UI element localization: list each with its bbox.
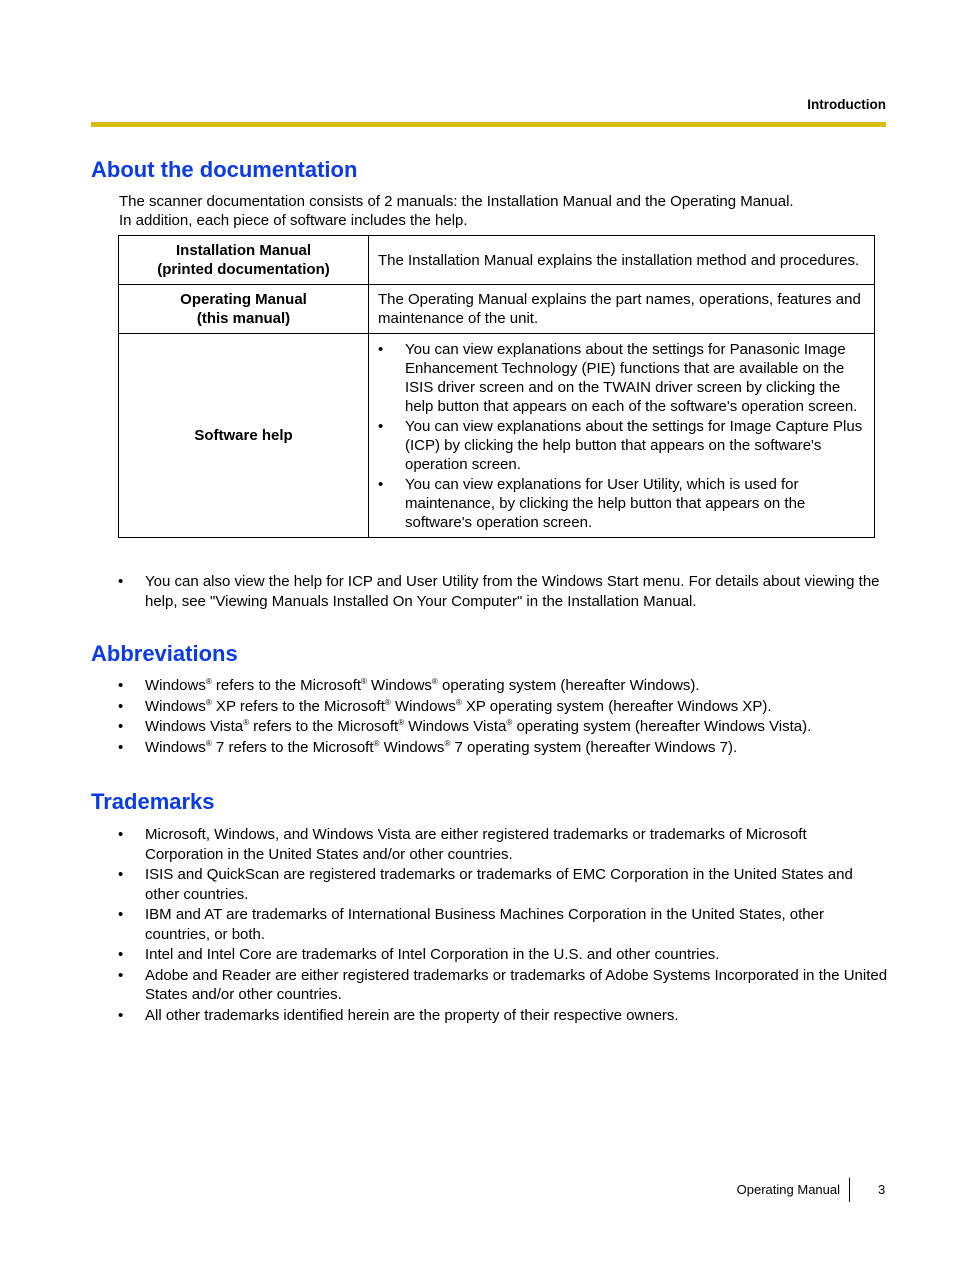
registered-mark: ® (243, 718, 249, 727)
registered-mark: ® (431, 677, 438, 686)
doc-name-note: (printed documentation) (157, 261, 330, 278)
text: XP refers to the Microsoft (211, 697, 385, 715)
table-row (119, 334, 875, 538)
registered-mark: ® (444, 738, 451, 748)
about-note-list (118, 572, 888, 612)
doc-desc-cell: The Operating Manual explains the part names, operations, features and maintenance of the unit. (369, 285, 875, 334)
list-item (118, 676, 888, 696)
list-item: • IBM and AT are trademarks of International Business Machines Corporation in the United States, other countries, or both. (118, 905, 888, 944)
text: operating system (hereafter Windows Vista). (512, 718, 812, 735)
registered-mark: ® (506, 718, 513, 727)
list-item: • You can view explanations about the settings for Panasonic Image Enhancement Technology (PIE) functions that are available on the ISIS driver screen and on the TWAIN driver screen by clicking the help button that appears on each of the software's operation screen. (378, 340, 865, 416)
footer-doc-name: Operating Manual (736, 1182, 840, 1197)
term: Windows (366, 677, 432, 694)
term: Windows (390, 697, 456, 715)
list-item (118, 738, 888, 758)
registered-mark: ® (205, 677, 212, 686)
page-footer (0, 1178, 954, 1202)
running-header: Introduction (807, 97, 886, 112)
list-item (118, 717, 888, 737)
registered-mark: ® (360, 677, 367, 686)
registered-mark: ® (373, 738, 380, 748)
list-item: • All other trademarks identified herein are the property of their respective owners. (118, 1006, 888, 1026)
about-intro (119, 192, 879, 230)
section-title-trademarks: Trademarks (91, 789, 215, 814)
registered-mark: ® (455, 697, 462, 707)
documentation-table (118, 235, 875, 538)
doc-name-note: (this manual) (196, 310, 291, 327)
list-item: • You can view explanations about the settings for Image Capture Plus (ICP) by clicking the help button that appears on the software's operation screen. (378, 417, 865, 474)
doc-desc-cell (369, 334, 875, 538)
list-item (118, 697, 888, 717)
list-item: • Adobe and Reader are either registered trademarks or trademarks of Adobe Systems Incorporated in the United States and/or other countries. (118, 966, 888, 1005)
registered-mark: ® (398, 718, 405, 727)
abbreviations-list (118, 676, 888, 758)
text: refers to the Microsoft (249, 718, 399, 735)
list-item: • You can view explanations for User Utility, which is used for maintenance, by clicking the help button that appears on the software's operation screen. (378, 475, 865, 532)
term: Windows (145, 677, 206, 694)
text: XP operating system (hereafter Windows XP). (461, 697, 772, 715)
table-row (119, 236, 875, 285)
trademarks-list (118, 825, 888, 1026)
registered-mark: ® (384, 697, 391, 707)
registered-mark: ® (205, 697, 212, 707)
list-item: • Intel and Intel Core are trademarks of Intel Corporation in the U.S. and other countries. (118, 945, 888, 965)
text: 7 refers to the Microsoft (211, 738, 374, 756)
term: Windows Vista (145, 718, 244, 735)
list-item: • Microsoft, Windows, and Windows Vista are either registered trademarks or trademarks of Microsoft Corporation in the United States and/or other countries. (118, 825, 888, 864)
header-rule (91, 122, 886, 127)
doc-name-cell (119, 236, 369, 285)
doc-desc-cell: The Installation Manual explains the installation method and procedures. (369, 236, 875, 285)
list-item: • You can also view the help for ICP and User Utility from the Windows Start menu. For details about viewing the help, see "Viewing Manuals Installed On Your Computer" in the Installation Manual. (118, 572, 888, 611)
text: 7 operating system (hereafter Windows 7). (450, 738, 738, 756)
term: Windows Vista (404, 718, 507, 735)
software-help-list (378, 340, 865, 532)
doc-name: Operating Manual (180, 291, 307, 308)
page-number: 3 (878, 1182, 886, 1197)
term: Windows (379, 738, 445, 756)
section-title-abbreviations: Abbreviations (91, 641, 238, 666)
intro-line: In addition, each piece of software includes the help. (119, 212, 468, 229)
doc-name-cell (119, 285, 369, 334)
footer-divider (849, 1178, 850, 1202)
doc-name-cell: Software help (119, 334, 369, 538)
term: Windows (145, 697, 206, 715)
text: operating system (hereafter Windows). (437, 677, 700, 694)
doc-name: Installation Manual (175, 242, 311, 259)
text: refers to the Microsoft (211, 677, 361, 694)
registered-mark: ® (205, 738, 212, 748)
list-item: • ISIS and QuickScan are registered trademarks or trademarks of EMC Corporation in the United States and other countries. (118, 865, 888, 904)
section-title-about: About the documentation (91, 157, 358, 182)
table-row (119, 285, 875, 334)
term: Windows (145, 738, 206, 756)
intro-line: The scanner documentation consists of 2 manuals: the Installation Manual and the Operating Manual. (119, 193, 794, 210)
